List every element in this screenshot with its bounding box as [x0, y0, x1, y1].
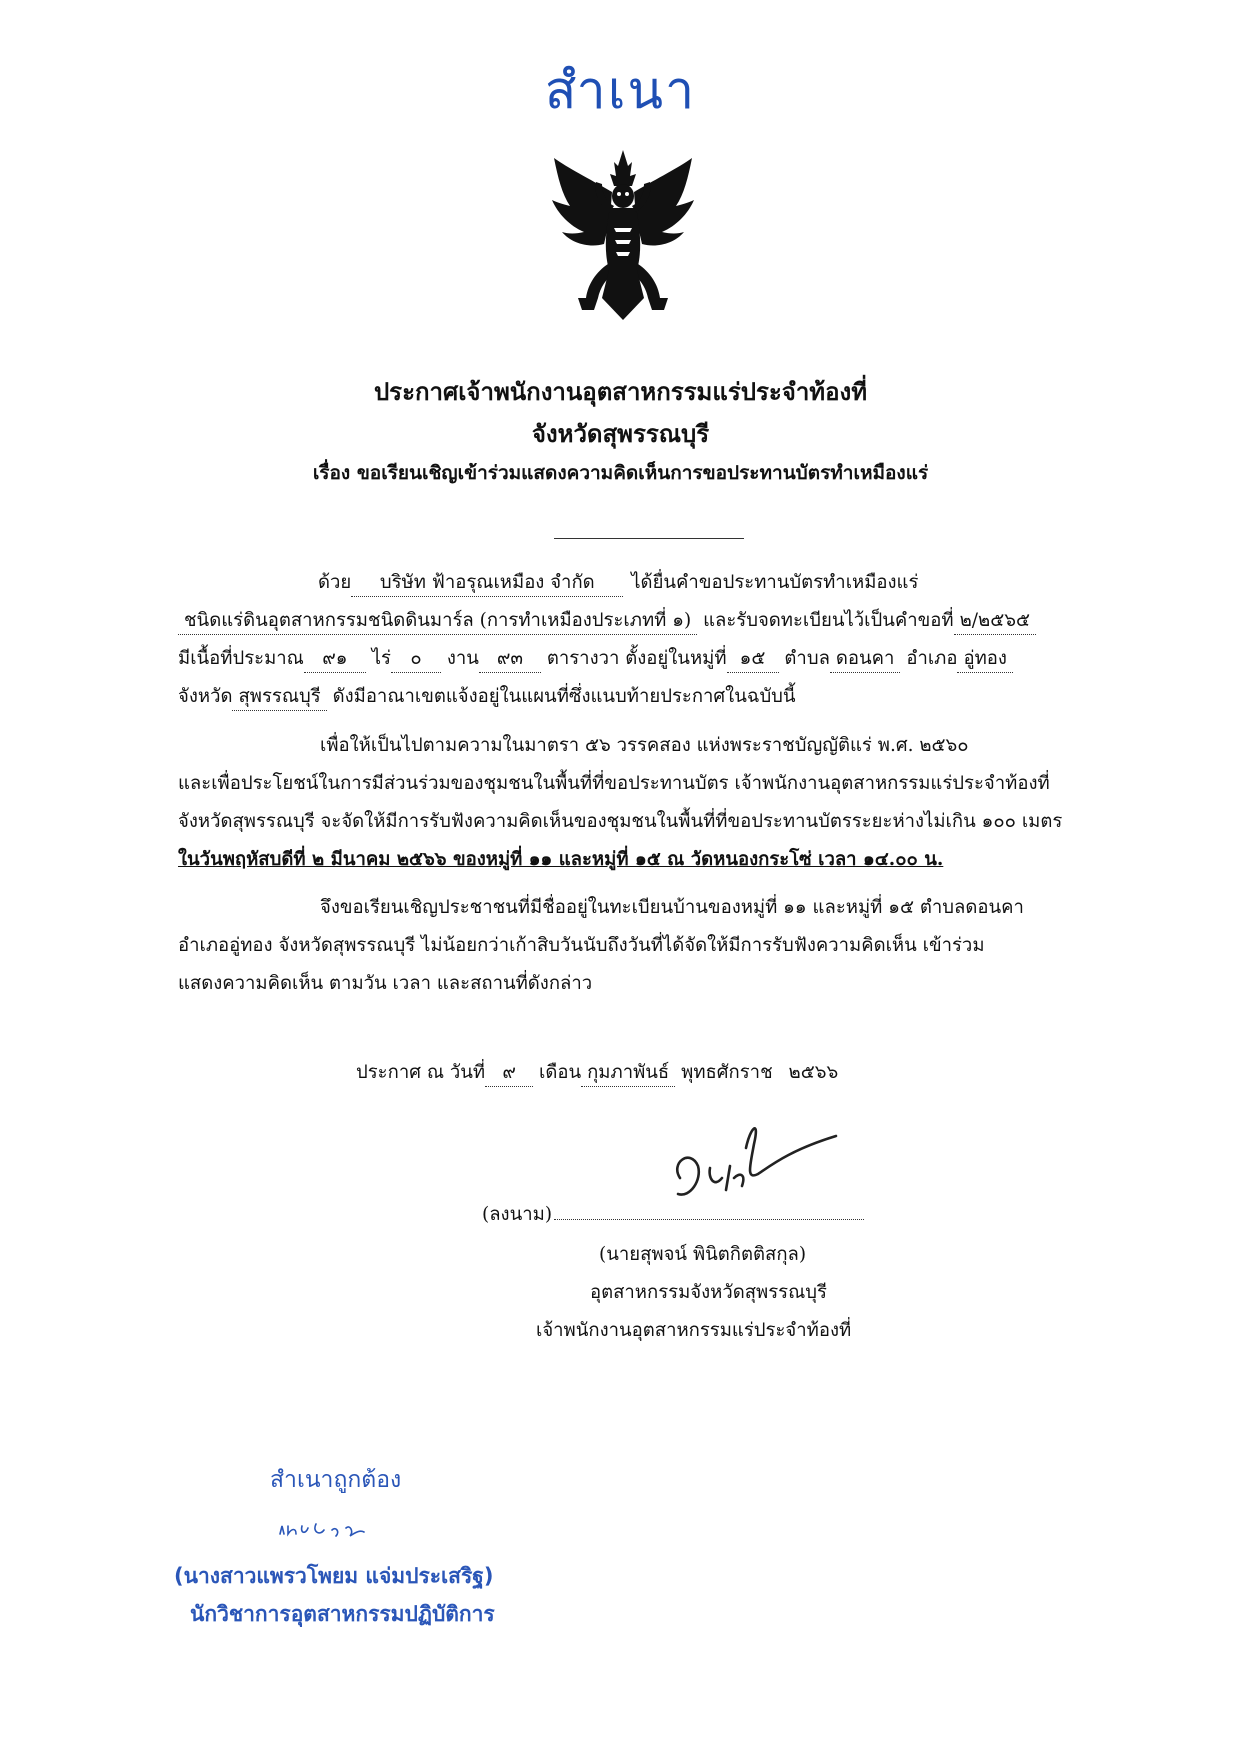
certifier-name: (นางสาวแพรวโพยม แจ่มประเสริฐ): [174, 1564, 494, 1588]
signer-position-1: อุตสาหกรรมจังหวัดสุพรรณบุรี: [590, 1282, 827, 1303]
area-prefix: มีเนื้อที่ประมาณ: [178, 648, 304, 669]
p3-line1: จึงขอเรียนเชิญประชาชนที่มีชื่ออยู่ในทะเบียนบ้านของหมู่ที่ ๑๑ และหมู่ที่ ๑๕ ตำบลดอนคา: [320, 897, 1024, 918]
wa-label: ตารางวา ตั้งอยู่ในหมู่ที่: [546, 648, 727, 669]
announcement-date: [356, 1054, 1241, 1092]
copy-stamp-top: สำเนา: [544, 61, 697, 121]
date-prefix: ประกาศ ณ วันที่: [356, 1062, 486, 1083]
area-wa: ๙๓: [479, 646, 541, 673]
date-day: ๙: [485, 1060, 533, 1087]
signer-name: (นายสุพจน์ พินิตกิตติสกุล): [599, 1244, 807, 1265]
area-rai: ๙๑: [304, 646, 366, 673]
date-year: ๒๕๖๖: [788, 1062, 839, 1083]
month-label: เดือน: [539, 1062, 582, 1083]
title-divider: [554, 538, 744, 539]
sign-label: (ลงนาม): [482, 1200, 864, 1229]
p2-line1: เพื่อให้เป็นไปตามความในมาตรา ๕๖ วรรคสอง แห่งพระราชบัญญัติแร่ พ.ศ. ๒๕๖๐: [320, 735, 969, 756]
certifier-signature-icon: [276, 1510, 386, 1546]
rai-label: ไร่: [371, 648, 391, 669]
certifier-position: นักวิชาการอุตสาหกรรมปฏิบัติการ: [190, 1602, 495, 1626]
p3-line2: อำเภออู่ทอง จังหวัดสุพรรณบุรี ไม่น้อยกว่าเก้าสิบวันนับถึงวันที่ได้จัดให้มีการรับฟังความคิดเห็น เข้าร่วม: [178, 935, 985, 956]
p1-prefix: ด้วย: [318, 572, 352, 593]
meeting-date-line: ในวันพฤหัสบดีที่ ๒ มีนาคม ๒๕๖๖ ของหมู่ที่ ๑๑ และหมู่ที่ ๑๕ ณ วัดหนองกระโซ่ เวลา ๑๔.๐๐ น.: [178, 849, 944, 870]
p1-line1: [318, 564, 1108, 602]
year-label: พุทธศักราช: [681, 1062, 773, 1083]
amphoe-label: อำเภอ: [906, 648, 958, 669]
amphoe-name: อู่ทอง: [957, 646, 1012, 673]
area-ngan: ๐: [391, 646, 441, 673]
mineral-type: ชนิดแร่ดินอุตสาหกรรมชนิดดินมาร์ล (การทำเหมืองประเภทที่ ๑): [178, 608, 697, 635]
province-name: สุพรรณบุรี: [232, 684, 326, 711]
announcement-subject: เรื่อง ขอเรียนเชิญเข้าร่วมแสดงความคิดเห็นการขอประทานบัตรทำเหมืองแร่: [312, 462, 929, 484]
date-month: กุมภาพันธ์: [581, 1060, 675, 1087]
p1-line3: [178, 640, 1108, 678]
province-label: จังหวัด: [178, 686, 233, 707]
request-number: ๒/๒๕๖๕: [954, 608, 1036, 635]
p2-line3: จังหวัดสุพรรณบุรี จะจัดให้มีการรับฟังความคิดเห็นของชุมชนในพื้นที่ที่ขอประทานบัตรระยะห่างไม่เกิน ๑๐๐ เมตร: [178, 811, 1063, 832]
p1-after-company: ได้ยื่นคำขอประทานบัตรทำเหมืองแร่: [631, 572, 919, 593]
moo-number: ๑๕: [727, 646, 779, 673]
signer-position-2: เจ้าพนักงานอุตสาหกรรมแร่ประจำท้องที่: [536, 1320, 852, 1341]
p1-line2: [178, 602, 1108, 640]
certified-copy-title: สำเนาถูกต้อง: [270, 1467, 402, 1493]
signature-line: [554, 1219, 864, 1220]
tambon-name: ดอนคา: [830, 646, 901, 673]
p2-line2: และเพื่อประโยชน์ในการมีส่วนร่วมของชุมชนในพื้นที่ที่ขอประทานบัตร เจ้าพนักงานอุตสาหกรรมแร่ประจำท้องที่: [178, 773, 1050, 794]
company-name: บริษัท ฟ้าอรุณเหมือง จำกัด: [351, 570, 623, 597]
tambon-label: ตำบล: [784, 648, 830, 669]
p1-after-province: ดังมีอาณาเขตแจ้งอยู่ในแผนที่ซึ่งแนบท้ายประกาศในฉบับนี้: [332, 686, 796, 707]
announcement-title: ประกาศเจ้าพนักงานอุตสาหกรรมแร่ประจำท้องที่: [373, 378, 868, 406]
garuda-emblem-icon: [548, 148, 698, 328]
p1-line4: [178, 678, 1108, 716]
ngan-label: งาน: [446, 648, 479, 669]
p1-after-mineral: และรับจดทะเบียนไว้เป็นคำขอที่: [703, 610, 954, 631]
p3-line3: แสดงความคิดเห็น ตามวัน เวลา และสถานที่ดังกล่าว: [178, 973, 593, 994]
announcement-province: จังหวัดสุพรรณบุรี: [531, 420, 710, 448]
